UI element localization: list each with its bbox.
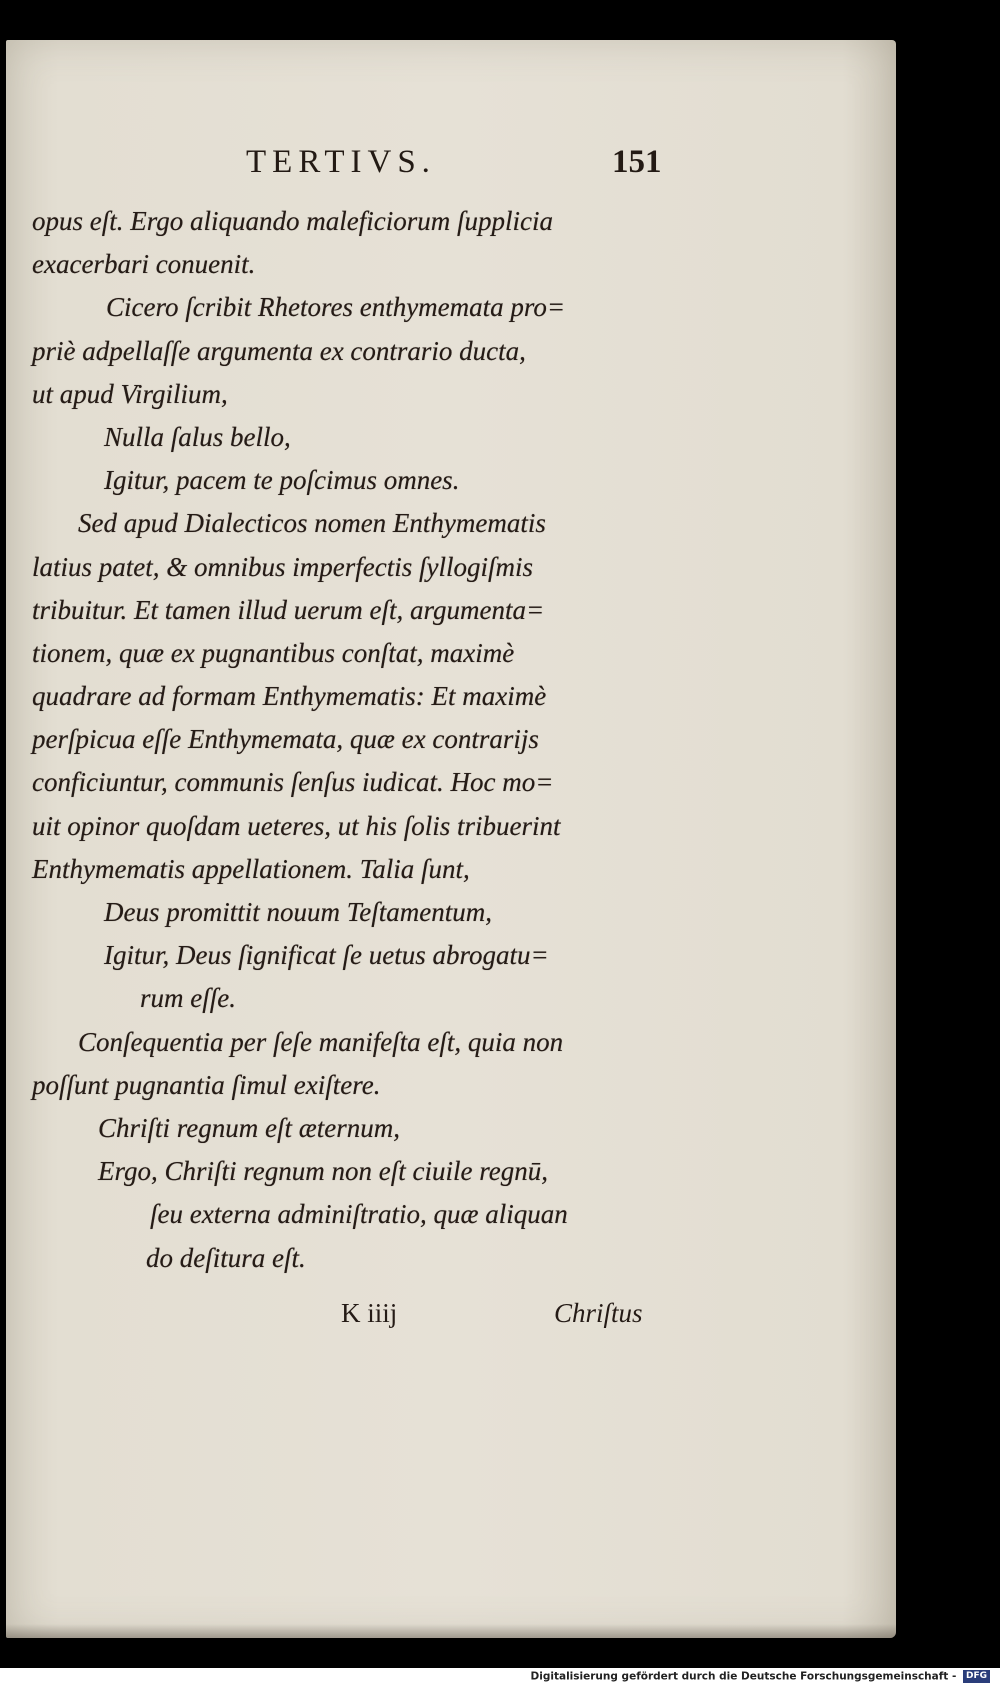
verse-line: Deus promittit nouum Teſtamentum, — [104, 897, 493, 927]
catchword: Chriſtus — [554, 1298, 643, 1328]
dfg-logo-icon: DFG — [963, 1670, 990, 1683]
page-header — [6, 144, 896, 194]
funding-credit — [531, 1670, 990, 1683]
text-line: uit opinor quoſdam ueteres, ut his ſolis tribuerint — [32, 810, 561, 841]
page-number: 151 — [612, 144, 662, 180]
verse-line: rum eſſe. — [140, 983, 236, 1014]
verse-line: ſeu externa adminiſtratio, quæ aliquan — [150, 1199, 568, 1230]
text-line: quadrare ad formam Enthymematis: Et maximè — [32, 681, 547, 712]
text-line: exacerbari conuenit. — [32, 249, 256, 280]
text-line: ut apud Virgilium, — [32, 378, 228, 409]
text-line: Enthymematis appellationem. Talia ſunt, — [32, 853, 470, 884]
verse-line: Igitur, pacem te poſcimus omnes. — [104, 465, 460, 496]
running-head: TERTIVS. — [246, 144, 436, 180]
text-line: tionem, quæ ex pugnantibus conſtat, maximè — [32, 637, 515, 668]
verse-line: Chriſti regnum eſt æternum, — [98, 1112, 400, 1143]
text-line: priè adpellaſſe argumenta ex contrario ducta, — [32, 335, 526, 366]
text-line: perſpicua eſſe Enthymemata, quæ ex contrarijs — [32, 724, 539, 755]
text-line: Conſequentia per ſeſe manifeſta eſt, quia non — [78, 1026, 564, 1057]
text-line: conficiuntur, communis ſenſus iudicat. Hoc mo= — [32, 767, 554, 798]
page-edge — [6, 1624, 896, 1638]
signature-mark: K iiij — [341, 1298, 398, 1328]
verse-line: Igitur, Deus ſignificat ſe uetus abrogatu= — [104, 940, 549, 971]
body-text — [32, 200, 672, 1280]
verse-line: Ergo, Chriſti regnum non eſt ciuile regnū, — [98, 1156, 548, 1187]
credit-bar — [0, 1668, 1000, 1688]
text-line: poſſunt pugnantia ſimul exiſtere. — [32, 1069, 381, 1100]
funding-credit-text: Digitalisierung gefördert durch die Deutsche Forschungsgemeinschaft - — [530, 1670, 957, 1683]
text-line: Cicero ſcribit Rhetores enthymemata pro= — [106, 292, 566, 323]
text-line: opus eſt. Ergo aliquando maleficiorum ſupplicia — [32, 206, 553, 236]
page-footer — [6, 1298, 896, 1342]
text-line: latius patet, & omnibus imperfectis ſyllogiſmis — [32, 551, 533, 582]
text-line: tribuitur. Et tamen illud uerum eſt, argumenta= — [32, 594, 545, 625]
book-page — [6, 40, 896, 1638]
verse-line: do deſitura eſt. — [146, 1242, 306, 1273]
text-line: Sed apud Dialecticos nomen Enthymematis — [78, 508, 546, 539]
verse-line: Nulla ſalus bello, — [104, 421, 291, 452]
